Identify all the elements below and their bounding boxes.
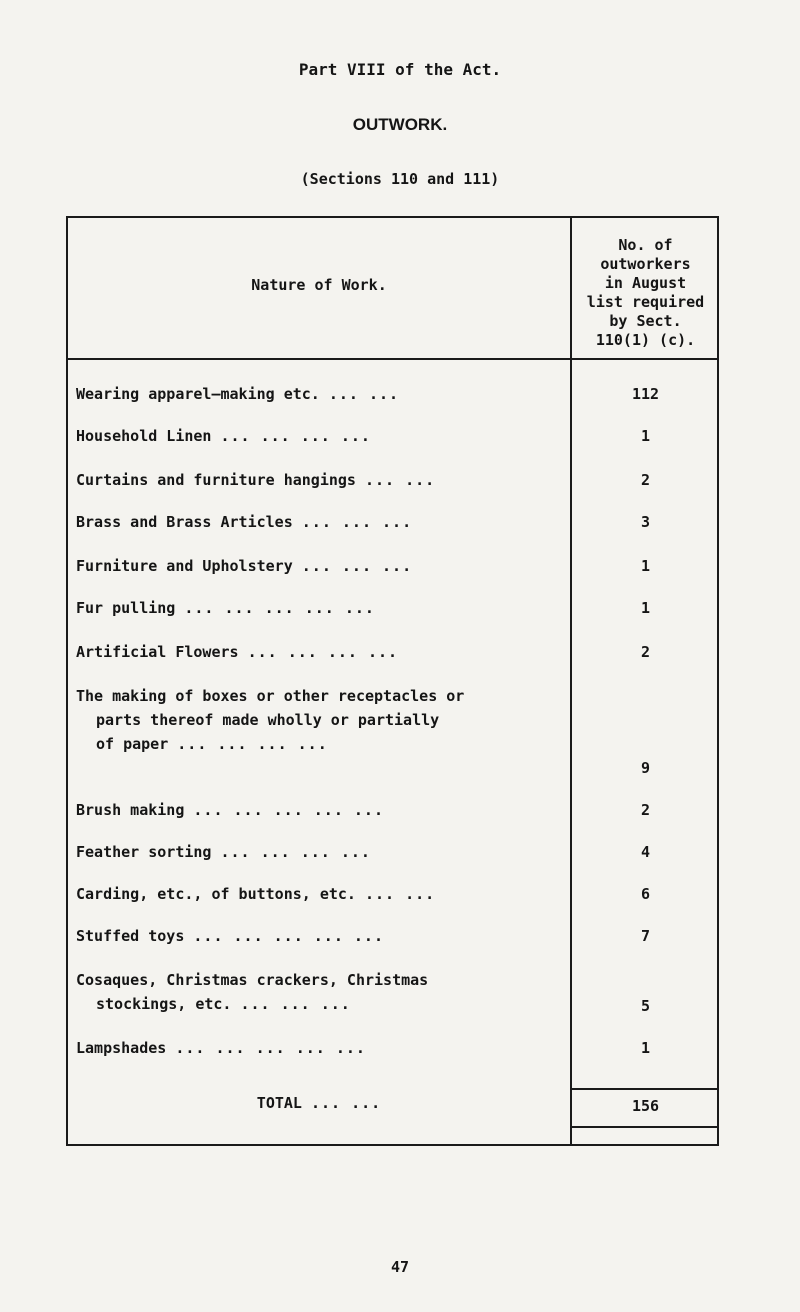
header-line: list required	[586, 293, 705, 311]
total-label: TOTAL ... ...	[256, 1094, 382, 1112]
total-rule-bottom	[570, 1126, 717, 1128]
part-heading: Part VIII of the Act.	[298, 60, 502, 79]
column-header-nature: Nature of Work.	[251, 276, 387, 294]
sections-subtitle: (Sections 110 and 111)	[300, 170, 500, 188]
header-line: in August	[604, 274, 687, 292]
header-line: No. of	[618, 236, 673, 254]
column-header-outworkers	[572, 236, 719, 350]
table-row-label: Lampshades ... ... ... ... ...	[76, 1039, 366, 1057]
table-row-label: Curtains and furniture hangings ... ...	[76, 471, 436, 489]
table-row-label: Carding, etc., of buttons, etc. ... ...	[76, 885, 436, 903]
header-line: outworkers	[600, 255, 691, 273]
table-row-label: Wearing apparel—making etc. ... ...	[76, 385, 400, 403]
table-row-value: 6	[640, 885, 651, 903]
table-row-value: 1	[640, 1039, 651, 1057]
table-row-label: Artificial Flowers ... ... ... ...	[76, 643, 399, 661]
table-row-value: 9	[640, 759, 651, 777]
table-row-label: Household Linen ... ... ... ...	[76, 427, 371, 445]
header-line: by Sect.	[609, 312, 682, 330]
header-divider	[68, 358, 717, 360]
table-row-value: 1	[640, 427, 651, 445]
header-line: 110(1) (c).	[595, 331, 696, 349]
table-row-value: 5	[640, 997, 651, 1015]
total-rule-top	[570, 1088, 717, 1090]
table-row-label: Furniture and Upholstery ... ... ...	[76, 557, 413, 575]
page-title: OUTWORK.	[352, 115, 448, 134]
table-row-value: 112	[631, 385, 660, 403]
table-row-value: 2	[640, 643, 651, 661]
table-row-value: 1	[640, 557, 651, 575]
page-number: 47	[390, 1258, 410, 1276]
table-row-label: Brush making ... ... ... ... ...	[76, 801, 384, 819]
table-row-label: Cosaques, Christmas crackers, Christmas stockings, etc. ... ... ...	[76, 971, 429, 1013]
table-row-label: Fur pulling ... ... ... ... ...	[76, 599, 375, 617]
table-row-value: 1	[640, 599, 651, 617]
table-row-label: Feather sorting ... ... ... ...	[76, 843, 371, 861]
table-row-value: 3	[640, 513, 651, 531]
table-row-value: 2	[640, 801, 651, 819]
table-row-label: The making of boxes or other receptacles or parts thereof made wholly or partially of paper ... ... ... ...	[76, 687, 465, 753]
table-row-label: Stuffed toys ... ... ... ... ...	[76, 927, 384, 945]
table-row-value: 4	[640, 843, 651, 861]
table-row-value: 2	[640, 471, 651, 489]
table-row-label: Brass and Brass Articles ... ... ...	[76, 513, 413, 531]
table-row-value: 7	[640, 927, 651, 945]
total-value: 156	[631, 1097, 660, 1115]
outwork-table	[66, 216, 719, 1146]
